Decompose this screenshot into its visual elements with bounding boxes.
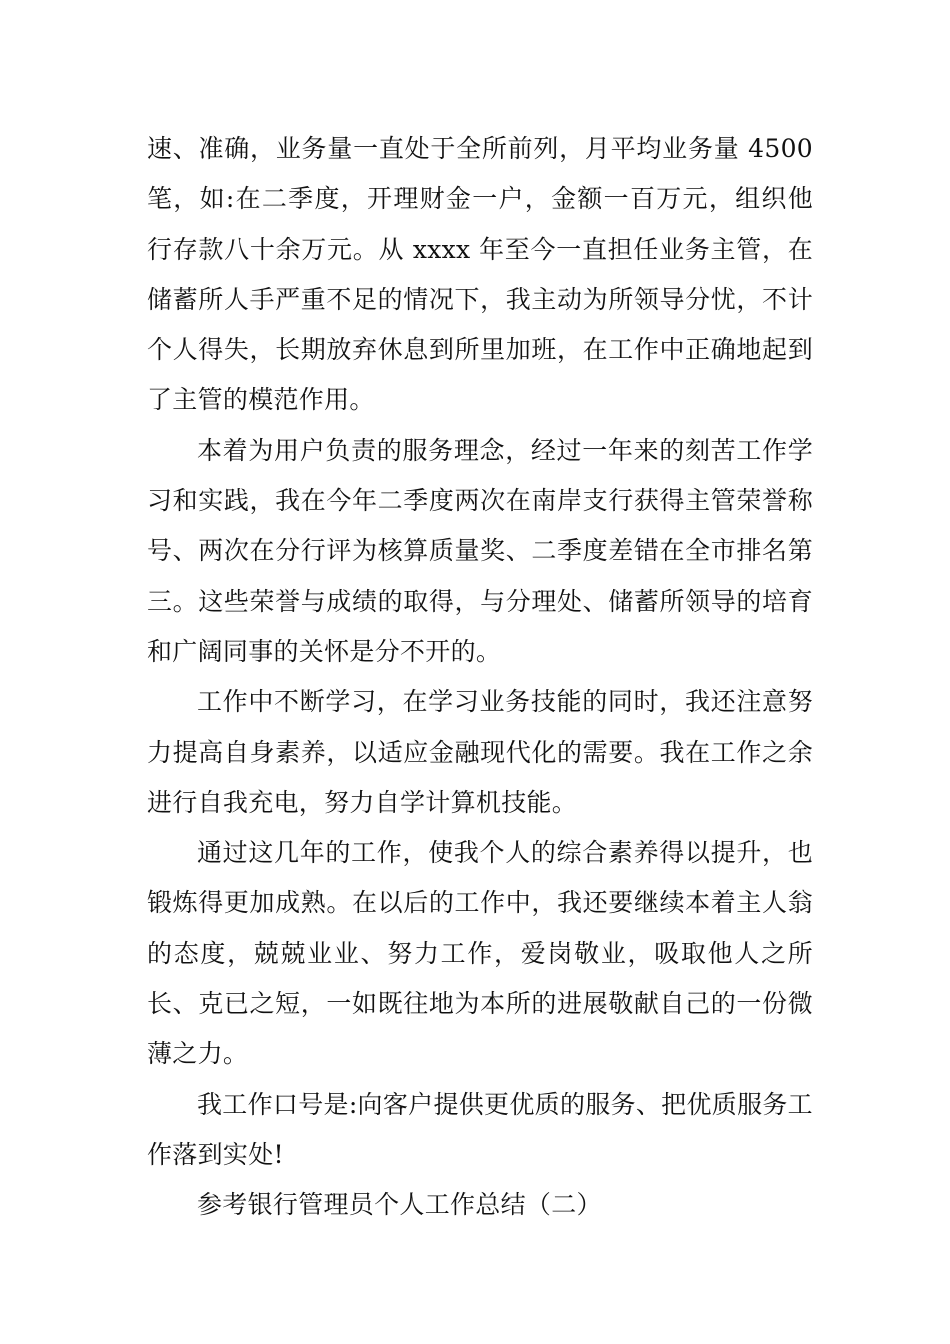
paragraph-service-philosophy: 本着为用户负责的服务理念，经过一年来的刻苦工作学习和实践，我在今年二季度两次在南岸支行获得主管荣誉称号、两次在分行评为核算质量奖、二季度差错在全市排名第三。这些荣誉与成绩的取得，与分理处、储蓄所领导的培育和广阔同事的关怀是分不开的。	[147, 435, 813, 666]
document-body	[147, 124, 813, 1231]
section-heading: 参考银行管理员个人工作总结（二）	[197, 1190, 602, 1220]
paragraph-future-commitment: 通过这几年的工作，使我个人的综合素养得以提升，也锻炼得更加成熟。在以后的工作中，我还要继续本着主人翁的态度，兢兢业业、努力工作，爱岗敬业，吸取他人之所长、克已之短，一如既往地为本所的进展敬献自己的一份微薄之力。	[147, 838, 813, 1069]
paragraph-continuation: 速、准确，业务量一直处于全所前列，月平均业务量 4500 笔，如:在二季度，开理财金一户，金额一百万元，组织他行存款八十余万元。从 xxxx 年至今一直担任业务主管，在储蓄所人手严重不足的情况下，我主动为所领导分忧，不计个人得失，长期放弃休息到所里加班，在工作中正确地起到了主管的模范作用。	[147, 134, 813, 415]
paragraph-continuous-learning: 工作中不断学习，在学习业务技能的同时，我还注意努力提高自身素养，以适应金融现代化的需要。我在工作之余进行自我充电，努力自学计算机技能。	[147, 687, 813, 817]
paragraph-work-slogan: 我工作口号是:向客户提供更优质的服务、把优质服务工作落到实处!	[147, 1089, 813, 1169]
